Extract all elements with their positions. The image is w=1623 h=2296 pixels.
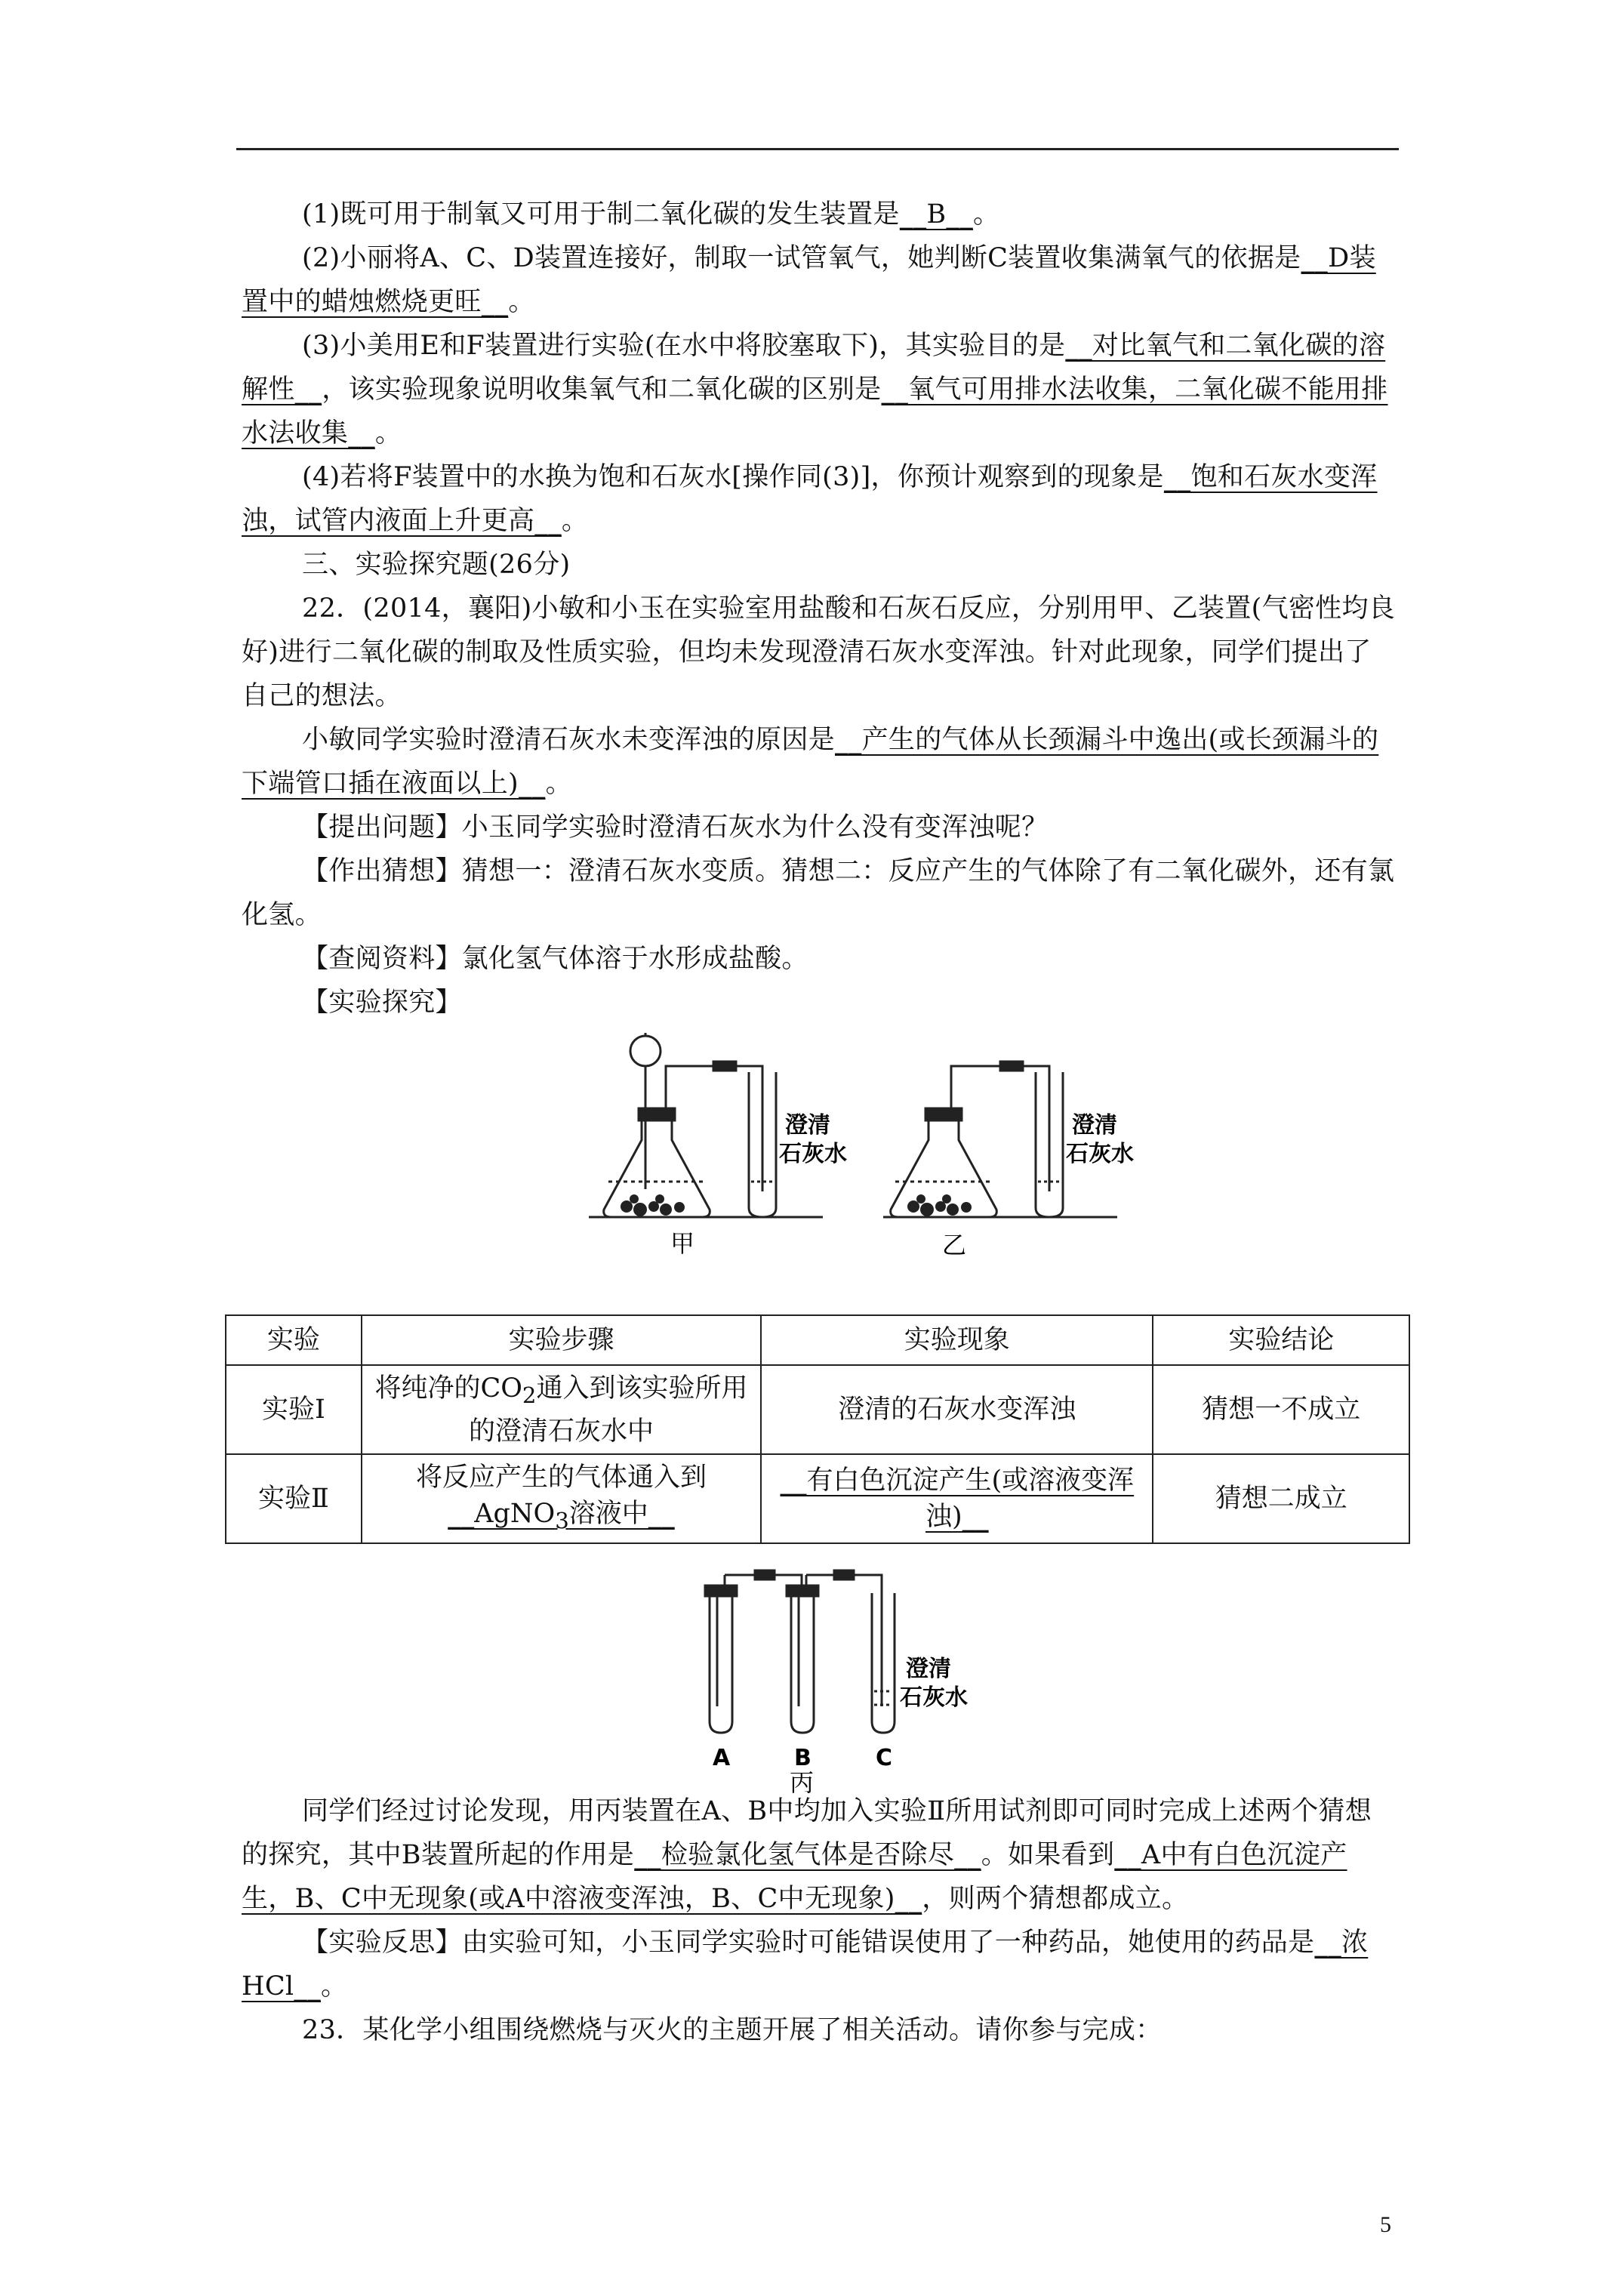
answer: __B__ (899, 199, 974, 230)
funnel-bulb (630, 1036, 661, 1066)
experiment-conclusion: 猜想一不成立 (1153, 1365, 1409, 1454)
q21-part4: (4)若将F装置中的水换为饱和石灰水[操作同(3)]，你预计观察到的现象是__饱和石灰水变浑浊，试管内液面上升更高__。 (242, 462, 1378, 536)
q23-intro: 23．某化学小组围绕燃烧与灭火的主题开展了相关活动。请你参与完成： (302, 2015, 1163, 2045)
delivery-tube-jia (666, 1066, 713, 1108)
q22-explore: 【实验探究】 (302, 988, 462, 1018)
table-header: 实验结论 (1153, 1315, 1409, 1365)
lime-water-label: 澄清 (1072, 1112, 1117, 1139)
lime-water-label: 澄清 (906, 1656, 951, 1682)
label-a: A (713, 1745, 731, 1771)
answer: __A中有白色沉淀产生，B、C中无现象(或A中溶液变浑浊，B、C中无现象)__ (242, 1840, 1347, 1914)
lime-water-label: 澄清 (785, 1112, 830, 1139)
answer: __检验氯化氢气体是否除尽__ (634, 1840, 981, 1870)
lower-text (242, 1789, 1397, 2052)
apparatus-jia-yi-figure (581, 1019, 1134, 1261)
experiment-phenomenon: 澄清的石灰水变浑浊 (761, 1365, 1153, 1454)
table-header: 实验现象 (761, 1315, 1153, 1365)
q22-intro: 22．(2014，襄阳)小敏和小玉在实验室用盐酸和石灰石反应，分别用甲、乙装置(气密性均良好)进行二氧化碳的制取及性质实验，但均未发现澄清石灰水变浑浊。针对此现象，同学们提出了自己的想法。 (242, 593, 1396, 711)
label-b: B (794, 1745, 812, 1771)
experiment-phenomenon (761, 1454, 1153, 1543)
lime-water-label: 石灰水 (900, 1684, 968, 1711)
label-bing: 丙 (790, 1768, 815, 1797)
q22-reflection: 【实验反思】由实验可知，小玉同学实验时可能错误使用了一种药品，她使用的药品是__浓HCl__。 (242, 1928, 1369, 2002)
header-rule (236, 148, 1399, 150)
label-jia: 甲 (670, 1229, 695, 1258)
experiment-step: 将反应产生的气体通入到 __AgNO$_3$溶液中__ (362, 1454, 761, 1543)
q21-part3: (3)小美用E和F装置进行实验(在水中将胶塞取下)，其实验目的是__对比氧气和二氧化碳的溶解性__，该实验现象说明收集氧气和二氧化碳的区别是__氧气可用排水法收集，二氧化碳不能用排水法收集__。 (242, 331, 1388, 448)
experiment-step: 将纯净的$CO_2$通入到该实验所用的澄清石灰水中 (362, 1365, 761, 1454)
q21-part1: (1)既可用于制氧又可用于制二氧化碳的发生装置是__B__。 (302, 199, 1000, 230)
lime-water-label: 石灰水 (1066, 1141, 1134, 1167)
lime-water-label: 石灰水 (779, 1141, 847, 1167)
q22-question: 【提出问题】小玉同学实验时澄清石灰水为什么没有变浑浊呢？ (302, 812, 1049, 843)
answer: __饱和石灰水变浑浊，试管内液面上升更高__ (242, 462, 1378, 536)
q22-guess: 【作出猜想】猜想一：澄清石灰水变质。猜想二：反应产生的气体除了有二氧化碳外，还有氯化氢。 (242, 856, 1395, 930)
label-c: C (876, 1745, 893, 1771)
section-heading: 三、实验探究题(26分) (302, 550, 571, 580)
tube-b (791, 1593, 814, 1733)
answer: __有白色沉淀产生(或溶液变浑浊)__ (780, 1465, 1135, 1532)
answer: __D装置中的蜡烛燃烧更旺__ (242, 243, 1376, 317)
stopper-jia (639, 1108, 675, 1120)
experiment-name: 实验Ⅱ (226, 1454, 362, 1543)
stopper-yi (925, 1108, 962, 1120)
q22-discussion: 同学们经过讨论发现，用丙装置在A、B中均加入实验Ⅱ所用试剂即可同时完成上述两个猜想的探究，其中B装置所起的作用是__检验氯化氢气体是否除尽__。如果看到__A中有白色沉淀产生，B、C中无现象(或A中溶液变浑浊，B、C中无现象)__，则两个猜想都成立。 (242, 1796, 1372, 1914)
tube-c (872, 1593, 895, 1733)
label-yi: 乙 (942, 1231, 967, 1259)
q22-reason: 小敏同学实验时澄清石灰水未变浑浊的原因是__产生的气体从长颈漏斗中逸出(或长颈漏斗的下端管口插在液面以上)__。 (242, 725, 1379, 799)
answer: __浓HCl__ (242, 1928, 1369, 2002)
page-number: 5 (1380, 2212, 1391, 2237)
table-row (226, 1454, 1409, 1543)
apparatus-bing-figure (679, 1570, 1012, 1797)
answer: __AgNO$_3$溶液中__ (448, 1498, 675, 1533)
answer: __对比氧气和二氧化碳的溶解性__ (242, 331, 1386, 405)
q21-part2: (2)小丽将A、C、D装置连接好，制取一试管氧气，她判断C装置收集满氧气的依据是__D装置中的蜡烛燃烧更旺__。 (242, 243, 1376, 317)
table-header: 实验步骤 (362, 1315, 761, 1365)
experiment-name: 实验Ⅰ (226, 1365, 362, 1454)
experiment-conclusion: 猜想二成立 (1153, 1454, 1409, 1543)
tube-a (710, 1593, 732, 1733)
experiment-table (225, 1314, 1410, 1544)
upper-text (242, 193, 1397, 1025)
answer: __产生的气体从长颈漏斗中逸出(或长颈漏斗的下端管口插在液面以上)__ (242, 725, 1379, 799)
table-header: 实验 (226, 1315, 362, 1365)
delivery-tube-yi (951, 1066, 1000, 1108)
table-header-row (226, 1315, 1409, 1365)
answer: __氧气可用排水法收集，二氧化碳不能用排水法收集__ (242, 374, 1388, 448)
q22-material: 【查阅资料】氯化氢气体溶于水形成盐酸。 (302, 944, 808, 974)
table-row (226, 1365, 1409, 1454)
